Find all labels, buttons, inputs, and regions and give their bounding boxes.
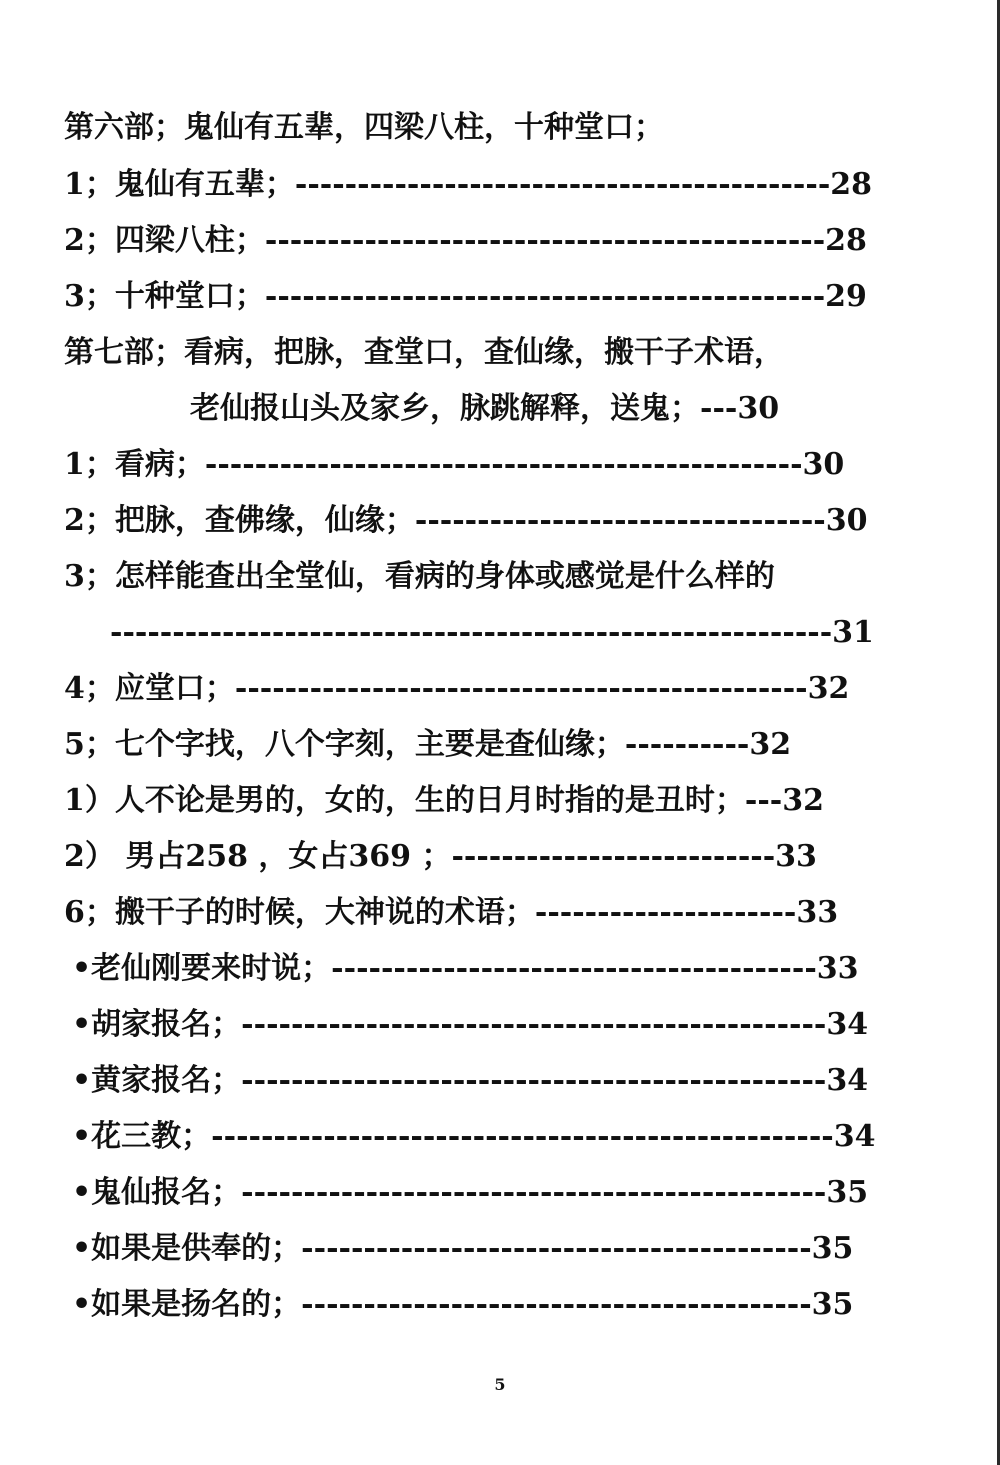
toc-bullet-entry: •黄家报名；-----------------------------------------------34	[72, 1063, 869, 1098]
page-number: 5	[494, 1375, 506, 1394]
toc-bullet-entry: •老仙刚要来时说；---------------------------------------33	[72, 951, 859, 986]
toc-entry: 2；四梁八柱；---------------------------------------------28	[64, 223, 867, 258]
toc-heading-part-7-continued: 老仙报山头及家乡，脉跳解释，送鬼；---30	[190, 391, 780, 426]
toc-bullet-entry: •花三教；--------------------------------------------------34	[72, 1119, 876, 1154]
toc-bullet-entry: •如果是扬名的；-----------------------------------------35	[72, 1287, 854, 1322]
toc-entry: 6；搬干子的时候，大神说的术语；---------------------33	[64, 895, 839, 930]
toc-heading-part-7: 第七部；看病，把脉，查堂口，查仙缘，搬干子术语，	[64, 335, 784, 370]
toc-subentry: 1）人不论是男的，女的，生的日月时指的是丑时；---32	[64, 783, 824, 818]
toc-entry: 5；七个字找，八个字刻，主要是查仙缘；----------32	[64, 727, 792, 762]
toc-entry: 4；应堂口；----------------------------------------------32	[64, 671, 850, 706]
toc-entry: 3；十种堂口；---------------------------------------------29	[64, 279, 867, 314]
toc-subentry: 2） 男占258 ，女占369 ；--------------------------33	[64, 839, 817, 874]
toc-heading-part-6: 第六部；鬼仙有五辈，四梁八柱，十种堂口；	[64, 110, 664, 145]
toc-entry: 1；看病；------------------------------------------------30	[64, 447, 845, 482]
toc-entry: 3；怎样能查出全堂仙，看病的身体或感觉是什么样的	[64, 559, 775, 594]
toc-entry-continued: ----------------------------------------------------------31	[110, 615, 874, 650]
toc-entry: 2；把脉，查佛缘，仙缘；---------------------------------30	[64, 503, 868, 538]
toc-bullet-entry: •胡家报名；-----------------------------------------------34	[72, 1007, 869, 1042]
toc-entry: 1；鬼仙有五辈；-------------------------------------------28	[64, 167, 873, 202]
toc-bullet-entry: •如果是供奉的；-----------------------------------------35	[72, 1231, 854, 1266]
toc-bullet-entry: •鬼仙报名；-----------------------------------------------35	[72, 1175, 869, 1210]
